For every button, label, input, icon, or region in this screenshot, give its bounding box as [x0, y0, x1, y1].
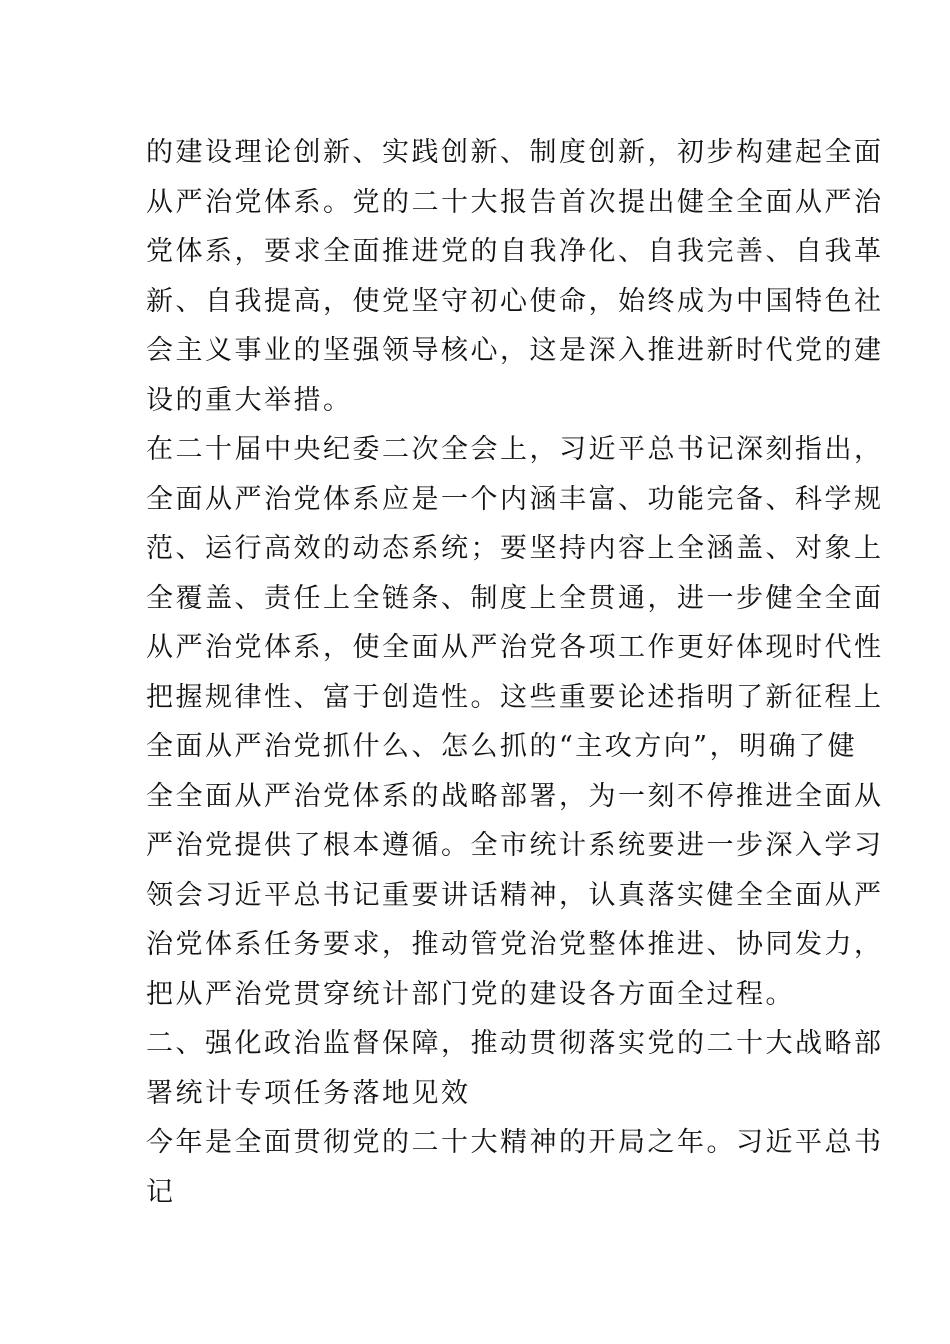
- text-line: 全覆盖、责任上全链条、制度上全贯通，进一步健全全面: [146, 582, 884, 614]
- text-line: 领会习近平总书记重要讲话精神，认真落实健全全面从严: [146, 879, 884, 911]
- text-line: 今年是全面贯彻党的二十大精神的开局之年。习近平总书: [146, 1127, 884, 1158]
- text-line: 把握规律性、富于创造性。这些重要论述指明了新征程上: [146, 681, 884, 713]
- text-line: 设的重大举措。: [146, 384, 353, 416]
- text-line: 记: [146, 1176, 176, 1208]
- text-line: 全全面从严治党体系的战略部署，为一刻不停推进全面从: [146, 780, 884, 812]
- text-line: 范、运行高效的动态系统；要坚持内容上全涵盖、对象上: [146, 533, 884, 564]
- text-line: 全面从严治党抓什么、怎么抓的“主攻方向”，明确了健: [146, 731, 858, 762]
- text-line: 治党体系任务要求，推动管党治党整体推进、协同发力，: [146, 929, 884, 960]
- text-line: 党体系，要求全面推进党的自我净化、自我完善、自我革: [146, 236, 884, 267]
- text-line: 在二十届中央纪委二次全会上，习近平总书记深刻指出，: [146, 434, 884, 465]
- text-line: 会主义事业的坚强领导核心，这是深入推进新时代党的建: [146, 335, 884, 366]
- document-body: [146, 128, 884, 1217]
- text-line: 的建设理论创新、实践创新、制度创新，初步构建起全面: [146, 137, 884, 168]
- section-heading-line: 署统计专项任务落地见效: [146, 1077, 471, 1109]
- text-line: 全面从严治党体系应是一个内涵丰富、功能完备、科学规: [146, 483, 884, 515]
- text-line: 从严治党体系。党的二十大报告首次提出健全全面从严治: [146, 186, 884, 218]
- section-heading-line: 二、强化政治监督保障，推动贯彻落实党的二十大战略部: [146, 1028, 884, 1059]
- text-line: 把从严治党贯穿统计部门党的建设各方面全过程。: [146, 978, 795, 1010]
- text-line: 新、自我提高，使党坚守初心使命，始终成为中国特色社: [146, 285, 884, 317]
- text-line: 从严治党体系，使全面从严治党各项工作更好体现时代性: [146, 632, 884, 663]
- text-line: 严治党提供了根本遵循。全市统计系统要进一步深入学习: [146, 830, 884, 861]
